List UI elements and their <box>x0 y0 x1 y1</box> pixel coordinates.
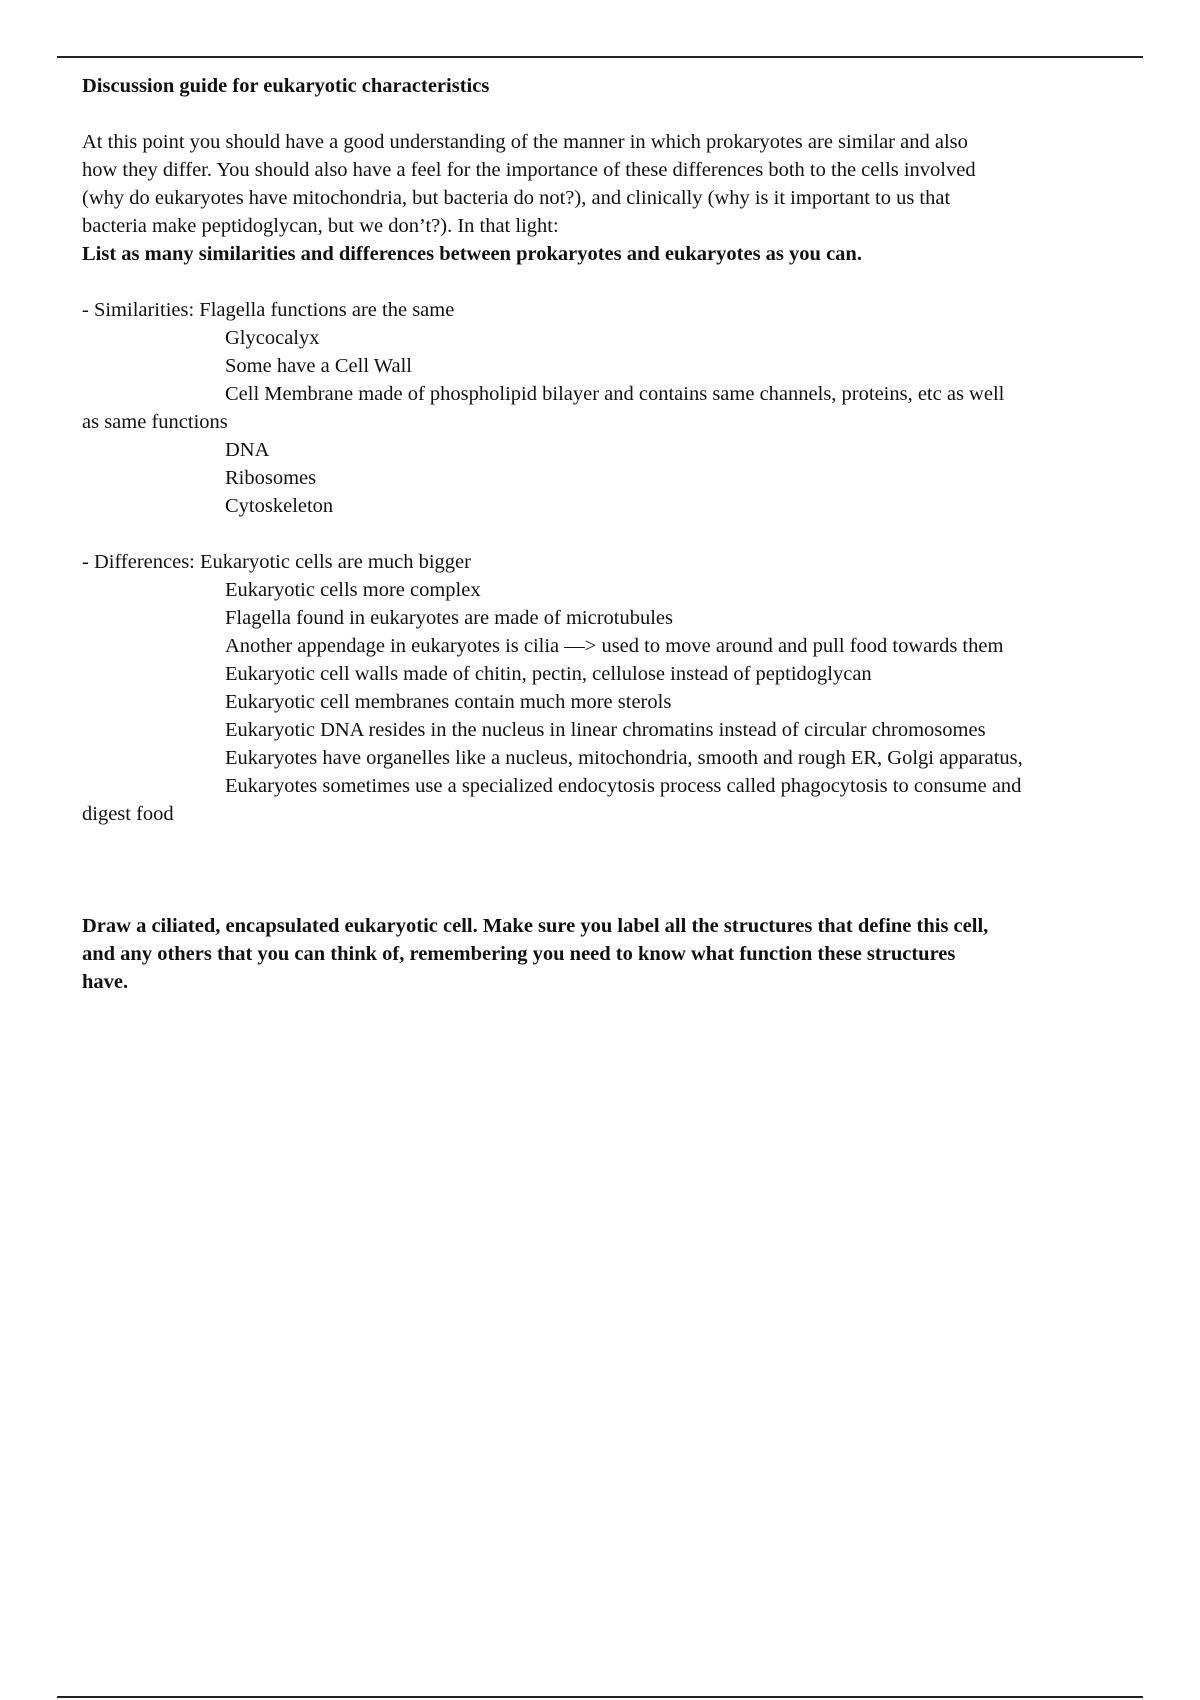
similarity-item: Flagella functions are the same <box>199 299 455 321</box>
similarity-item: DNA <box>225 439 270 461</box>
document-body <box>82 72 1152 996</box>
intro-paragraph <box>82 128 1152 240</box>
intro-line: (why do eukaryotes have mitochondria, but bacteria do not?), and clinically (why is it important to us that <box>82 187 951 209</box>
intro-line: bacteria make peptidoglycan, but we don’t?). In that light: <box>82 215 559 237</box>
similarities-list <box>82 296 1152 520</box>
difference-item: Flagella found in eukaryotes are made of microtubules <box>225 607 674 629</box>
question-1: List as many similarities and differences between prokaryotes and eukaryotes as you can. <box>82 243 862 265</box>
differences-label: - Differences: <box>82 551 201 573</box>
question-2-line: have. <box>82 971 129 993</box>
differences-list <box>82 548 1152 828</box>
difference-item: Eukaryotic DNA resides in the nucleus in linear chromatins instead of circular chromosomes <box>225 719 986 741</box>
similarities-label: - Similarities: <box>82 299 200 321</box>
difference-item: Eukaryotes sometimes use a specialized endocytosis process called phagocytosis to consume and <box>225 775 1022 797</box>
question-2 <box>82 912 1152 996</box>
document-title: Discussion guide for eukaryotic characteristics <box>82 75 490 97</box>
question-2-line: Draw a ciliated, encapsulated eukaryotic cell. Make sure you label all the structures that define this cell, <box>82 915 989 937</box>
difference-item: Eukaryotic cell walls made of chitin, pectin, cellulose instead of peptidoglycan <box>225 663 872 685</box>
bottom-rule <box>57 1696 1143 1698</box>
difference-item: Eukaryotes have organelles like a nucleus, mitochondria, smooth and rough ER, Golgi apparatus, <box>225 747 1023 769</box>
similarity-item-wrap: as same functions <box>82 411 228 433</box>
differences-first-line <box>82 548 1152 576</box>
similarity-item: Cell Membrane made of phospholipid bilayer and contains same channels, proteins, etc as well <box>225 383 1005 405</box>
difference-item-wrap: digest food <box>82 803 174 825</box>
difference-item: Another appendage in eukaryotes is cilia —> used to move around and pull food towards them <box>225 635 1004 657</box>
difference-item: Eukaryotic cells are much bigger <box>200 551 471 573</box>
difference-item: Eukaryotic cells more complex <box>225 579 481 601</box>
question-2-line: and any others that you can think of, remembering you need to know what function these structures <box>82 943 956 965</box>
intro-line: how they differ. You should also have a feel for the importance of these differences both to the cells involved <box>82 159 976 181</box>
similarity-item: Cytoskeleton <box>225 495 334 517</box>
intro-line: At this point you should have a good understanding of the manner in which prokaryotes are similar and also <box>82 131 968 153</box>
similarity-item: Glycocalyx <box>225 327 320 349</box>
top-rule <box>57 56 1143 58</box>
difference-item: Eukaryotic cell membranes contain much more sterols <box>225 691 672 713</box>
similarity-item: Ribosomes <box>225 467 317 489</box>
similarities-first-line <box>82 296 1152 324</box>
similarity-item: Some have a Cell Wall <box>225 355 412 377</box>
